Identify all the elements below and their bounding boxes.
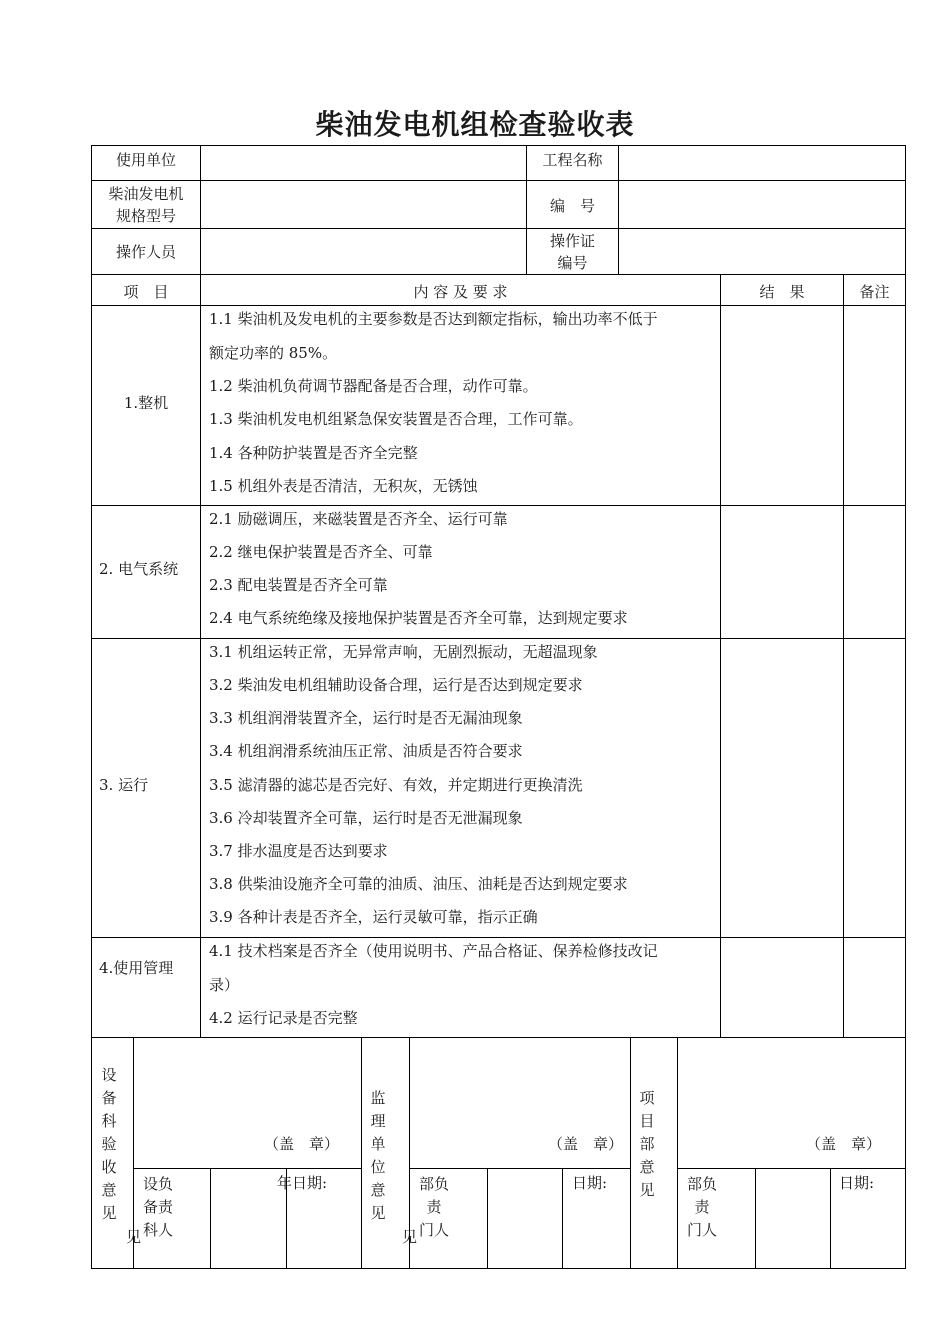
label-char: 备	[101, 1089, 117, 1107]
table-border-top	[91, 145, 906, 146]
col-divider	[720, 274, 721, 1038]
label-char: 设	[101, 1066, 117, 1084]
list-item: 1.5 机组外表是否清洁，无积灰，无锈蚀	[209, 477, 478, 495]
list-item: 3.3 机组润滑装置齐全，运行时是否无漏油现象	[209, 709, 523, 727]
list-item: 1.1 柴油机及发电机的主要参数是否达到额定指标，输出功率不低于	[209, 310, 658, 328]
dept-responsible-label	[414, 1173, 454, 1242]
equip-dept-opinion-label	[99, 1064, 119, 1225]
list-item: 2.2 继电保护装置是否齐全、可靠	[209, 543, 433, 561]
column-header-remark: 备注	[859, 283, 890, 301]
project-dept-opinion-label	[637, 1087, 657, 1202]
date-label: 年日期:	[277, 1174, 328, 1192]
label-char: 见	[370, 1204, 386, 1222]
table-border-bottom	[91, 1268, 906, 1269]
label-line: 备责	[143, 1198, 174, 1216]
label-char: 理	[370, 1112, 386, 1130]
list-item: 3.4 机组润滑系统油压正常、油质是否符合要求	[209, 742, 523, 760]
table-border-right	[905, 145, 906, 1269]
col-divider	[618, 145, 619, 275]
list-item: 4.2 运行记录是否完整	[209, 1009, 358, 1027]
list-item: 3.6 冷却装置齐全可靠，运行时是否无泄漏现象	[209, 809, 523, 827]
supervisor-opinion-label	[368, 1087, 388, 1225]
label-line: 责	[426, 1198, 442, 1216]
row-divider	[91, 1037, 906, 1038]
col-divider	[843, 274, 844, 1038]
signoff-col	[210, 1168, 211, 1269]
list-item: 1.2 柴油机负荷调节器配备是否合理，动作可靠。	[209, 377, 538, 395]
signoff-col	[755, 1168, 756, 1269]
section-name: 1.整机	[123, 394, 169, 412]
list-item: 1.3 柴油机发电机组紧急保安装置是否合理，工作可靠。	[209, 410, 583, 428]
signoff-col	[630, 1037, 631, 1269]
label-char: 意	[639, 1158, 655, 1176]
label-char: 见	[639, 1181, 655, 1199]
operator-label: 操作人员	[115, 243, 176, 261]
list-item: 4.1 技术档案是否齐全（使用说明书、产品合格证、保养检修技改记	[209, 942, 658, 960]
spec-label-line1: 柴油发电机	[108, 185, 184, 203]
column-header-item: 项 目	[123, 283, 169, 301]
column-header-content: 内 容 及 要 求	[413, 283, 508, 301]
equip-responsible-label	[143, 1173, 173, 1242]
list-item: 3.1 机组运转正常，无异常声响，无剧烈振动，无超温现象	[209, 643, 598, 661]
list-item: 3.7 排水温度是否达到要求	[209, 842, 388, 860]
section-name: 4.使用管理	[99, 959, 174, 977]
list-item: 额定功率的 85%。	[209, 344, 338, 362]
use-unit-label: 使用单位	[115, 151, 176, 169]
label-line: 部负	[686, 1175, 717, 1193]
label-char: 监	[370, 1089, 386, 1107]
signoff-col	[677, 1037, 678, 1269]
list-item: 3.9 各种计表是否齐全，运行灵敏可靠，指示正确	[209, 908, 538, 926]
stray-char: 见	[402, 1228, 418, 1246]
cert-label-line2: 编号	[557, 254, 588, 272]
cert-label-line1: 操作证	[549, 232, 595, 250]
list-item: 1.4 各种防护装置是否齐全完整	[209, 444, 418, 462]
row-divider	[91, 228, 906, 229]
label-line: 部负	[418, 1175, 449, 1193]
row-divider	[91, 305, 906, 306]
spec-label-line2: 规格型号	[115, 207, 176, 225]
signoff-divider	[409, 1168, 630, 1169]
label-line: 科人	[143, 1221, 174, 1239]
seal-label: （盖 章）	[806, 1135, 882, 1153]
list-item: 3.2 柴油发电机组辅助设备合理，运行是否达到规定要求	[209, 676, 583, 694]
label-char: 验	[101, 1135, 117, 1153]
label-line: 设负	[143, 1175, 174, 1193]
signoff-divider	[133, 1168, 361, 1169]
seal-label: （盖 章）	[264, 1135, 340, 1153]
row-divider	[91, 638, 906, 639]
label-char: 目	[639, 1112, 655, 1130]
dept-responsible-label	[682, 1173, 722, 1242]
list-item: 3.5 滤清器的滤芯是否完好、有效，并定期进行更换清洗	[209, 776, 583, 794]
label-char: 意	[370, 1181, 386, 1199]
col-divider	[200, 145, 201, 1038]
label-char: 项	[639, 1089, 655, 1107]
label-char: 见	[101, 1204, 117, 1222]
table-border-left	[91, 145, 92, 1269]
row-divider	[91, 274, 906, 275]
number-label: 编 号	[549, 197, 595, 215]
list-item: 录）	[209, 976, 240, 994]
label-line: 门人	[686, 1221, 717, 1239]
label-char: 位	[370, 1158, 386, 1176]
signoff-col	[361, 1037, 362, 1269]
label-line: 责	[694, 1198, 710, 1216]
list-item: 2.1 励磁调压，来磁装置是否齐全、运行可靠	[209, 510, 508, 528]
seal-label: （盖 章）	[548, 1135, 624, 1153]
list-item: 2.3 配电装置是否齐全可靠	[209, 576, 388, 594]
page-title: 柴油发电机组检查验收表	[315, 108, 635, 141]
row-divider	[91, 937, 906, 938]
signoff-divider	[677, 1168, 906, 1169]
label-char: 单	[370, 1135, 386, 1153]
signoff-col	[487, 1168, 488, 1269]
label-line: 门人	[418, 1221, 449, 1239]
date-label: 日期:	[572, 1174, 608, 1192]
signoff-col	[830, 1168, 831, 1269]
stray-char: 见	[126, 1228, 142, 1246]
label-char: 科	[101, 1112, 117, 1130]
row-divider	[91, 180, 906, 181]
signoff-col	[562, 1168, 563, 1269]
row-divider	[91, 505, 906, 506]
label-char: 收	[101, 1158, 117, 1176]
list-item: 3.8 供柴油设施齐全可靠的油质、油压、油耗是否达到规定要求	[209, 875, 628, 893]
label-char: 意	[101, 1181, 117, 1199]
list-item: 2.4 电气系统绝缘及接地保护装置是否齐全可靠，达到规定要求	[209, 609, 628, 627]
label-char: 部	[639, 1135, 655, 1153]
section-name: 2. 电气系统	[99, 560, 179, 578]
section-name: 3. 运行	[99, 776, 149, 794]
column-header-result: 结 果	[759, 283, 805, 301]
date-label: 日期:	[839, 1174, 875, 1192]
project-name-label: 工程名称	[542, 151, 603, 169]
